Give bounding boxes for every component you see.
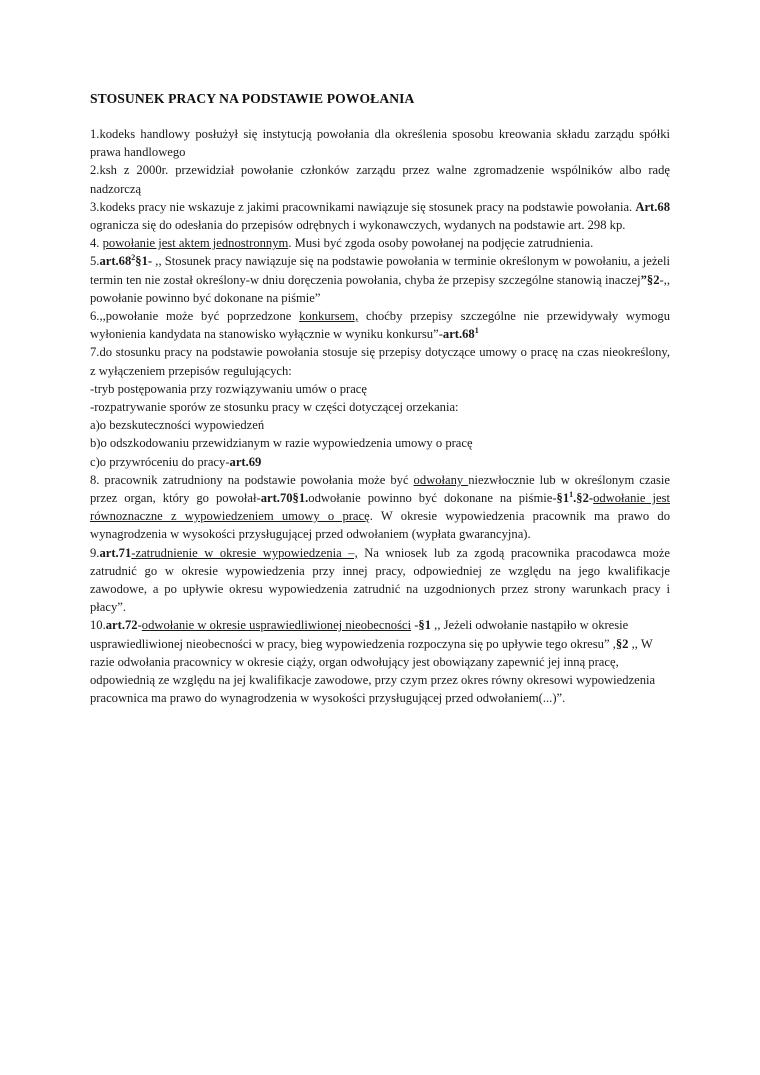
paragraph-4-underlined: powołanie jest aktem jednostronnym [102,236,289,251]
section-ref-2: ”§2 [640,272,660,287]
article-ref-68: Art.68 [635,199,670,214]
paragraph-10-rest: ,, W razie odwołania pracownicy w okresie ciąży, organ odwołujący jest obowiązany zapewnić jej inną pracę, odpowiednią ze względu na jej kwalifikacje zawodowe, przy czym przez okres równy okresowi wypowiedzenia pracownica ma prawo do wynagrodzenia w wysokości przysługującej przed odwołaniem(...)”. [90,636,656,706]
paragraph-10-text: ,, Jeżeli odwołanie nastąpiło w okresie usprawiedliwionej nieobecności w pracy, bieg wypowiedzenia rozpoczyna się po upływie tego okresu” , [90,618,629,651]
section-ref-1: §1 [418,618,432,633]
paragraph-5-number: 5. [90,254,100,269]
article-ref-70: art.70§1. [260,491,309,506]
section-ref-1-1-sup: 1 [569,489,574,499]
paragraph-4-rest: . Musi być zgoda osoby powołanej na podjęcie zatrudnienia. [288,236,594,251]
article-ref-68-1-label: art.68 [442,327,475,342]
paragraph-10-number: 10. [90,618,106,633]
section-ref-2-label: .§2- [573,491,594,506]
paragraph-3-rest: ogranicza się do odesłania do przepisów odrębnych i wykonawczych, wydanych na podstawie art. 298 kp. [90,218,626,233]
paragraph-9-number: 9. [90,545,100,560]
paragraph-9-rest: Na wniosek lub za zgodą pracownika pracodawca może zatrudnić go w okresie wypowiedzenia przy innej pracy, odpowiedniej ze względu na jego kwalifikacje zawodowe, a po upływie okresu wypowiedzenia zatrudnić na uzgodnionych przez strony warunkach pracy i płacy”. [90,545,670,615]
article-ref-72: art.72 [105,618,138,633]
paragraph-6-underlined: konkursem, [299,309,359,324]
paragraph-7: 7.do stosunku pracy na podstawie powołania stosuje się przepisy dotyczące umowy o pracę na czas nieokreślony, z wyłączeniem przepisów regulujących: [90,345,670,378]
document-title: STOSUNEK PRACY NA PODSTAWIE POWOŁANIA [90,91,415,106]
paragraph-10-dash: - [137,618,142,633]
paragraph-3-text: 3.kodeks pracy nie wskazuje z jakimi pracownikami nawiązuje się stosunek pracy na podstawie powołania. [90,199,636,214]
paragraph-7-item-c [90,453,670,471]
paragraph-10-underlined: odwołanie w okresie usprawiedliwionej nieobecności [141,618,412,633]
paragraph-4-number: 4. [90,236,103,251]
article-ref-71: art.71 [99,545,132,560]
paragraph-9 [90,544,670,617]
paragraph-7-item-2: -rozpatrywanie sporów ze stosunku pracy w części dotyczącej orzekania: [90,400,459,415]
paragraph-8 [90,471,670,544]
article-ref-68-2-sup: 2 [131,253,136,263]
paragraph-8-rest: . W okresie wypowiedzenia pracownik ma prawo do wynagrodzenia w wysokości przysługującej przed odwołaniem (wypłata gwarancyjna). [90,509,670,542]
paragraph-8-underlined-2: odwołanie jest równoznaczne z wypowiedzeniem umowy o pracę [90,491,670,524]
article-ref-68-2-label: art.68 [99,254,132,269]
paragraph-6 [90,307,670,343]
paragraph-1: 1.kodeks handlowy posłużył się instytucją powołania dla określenia sposobu kreowania składu zarządu spółki prawa handlowego [90,127,670,160]
article-ref-69: art.69 [229,454,262,469]
paragraph-7-item-c-text: c)o przywróceniu do pracy- [90,454,230,469]
paragraph-6-text: 6.,,powołanie może być poprzedzone [90,309,300,324]
paragraph-8-text-3: odwołanie powinno być dokonane na piśmie- [308,491,557,506]
paragraph-5 [90,252,670,307]
paragraph-6-rest: choćby przepisy szczególne nie przewidywały wymogu wyłonienia kandydata na stanowisko wyłącznie w wyniku konkursu”- [90,309,670,342]
document-body [90,125,670,708]
paragraph-8-text: 8. pracownik zatrudniony na podstawie powołania może być [90,472,414,487]
paragraph-2: 2.ksh z 2000r. przewidział powołanie członków zarządu przez walne zgromadzenie wspólników albo radę nadzorczą [90,163,670,196]
paragraph-7-item-b: b)o odszkodowaniu przewidzianym w razie wypowiedzenia umowy o pracę [90,436,473,451]
paragraph-8-text-2: niezwłocznie lub w określonym czasie przez organ, który go powołał- [90,472,670,506]
paragraph-4 [90,234,670,252]
paragraph-9-underlined: -zatrudnienie w okresie wypowiedzenia –, [131,545,358,560]
paragraph-10 [90,616,670,707]
section-ref-2b: §2 [615,636,629,651]
article-ref-68-2 [99,254,152,268]
paragraph-3 [90,198,670,234]
article-ref-68-2-section: §1- [135,254,153,269]
paragraph-5-rest: -,, powołanie powinno być dokonane na piśmie” [90,272,670,305]
article-ref-68-1 [443,327,479,341]
section-ref-1-1 [557,491,594,505]
paragraph-5-text: ,, Stosunek pracy nawiązuje się na podstawie powołania w terminie określonym w powołaniu, a jeżeli termin ten nie został określony-w dniu doręczenia powołania, chyba że przepisy szczególne stanowią inaczej [90,254,670,287]
paragraph-10-dash-2: - [411,618,419,633]
paragraph-8-underlined: odwołany [413,472,469,487]
paragraph-7-item-a: a)o bezskuteczności wypowiedzeń [90,418,265,433]
paragraph-7-item-1: -tryb postępowania przy rozwiązywaniu umów o pracę [90,381,367,396]
article-ref-68-1-sup: 1 [474,326,479,336]
section-ref-1-1-label: §1 [556,491,570,506]
